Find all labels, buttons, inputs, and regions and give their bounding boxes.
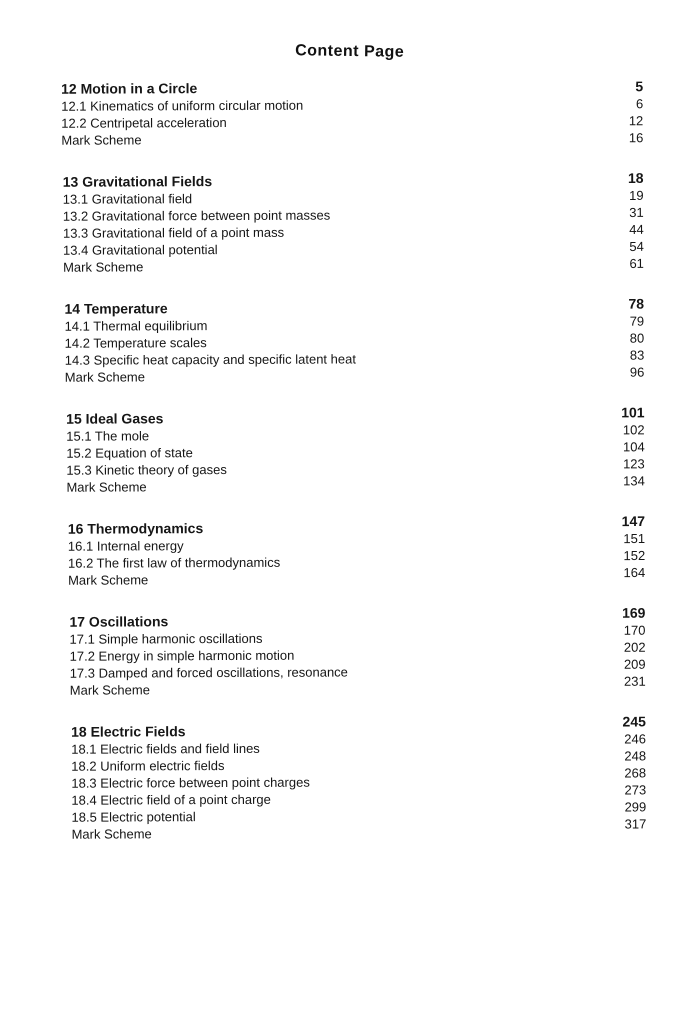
toc-entry-page-number: 54	[629, 238, 644, 254]
toc-entry-title: 18.4 Electric field of a point charge	[71, 791, 271, 808]
toc-entry-title: Mark Scheme	[68, 572, 149, 588]
toc-entry-title: 14.1 Thermal equilibrium	[64, 318, 208, 334]
toc-entry-title: 13.2 Gravitational force between point masses	[62, 207, 331, 224]
toc-entry-title: 18.5 Electric potential	[71, 809, 196, 825]
toc-entry-page-number: 299	[624, 799, 647, 815]
toc-chapter-block	[66, 404, 645, 496]
toc-entry-page-number: 164	[623, 564, 646, 581]
toc-entry-page-number: 78	[628, 295, 645, 312]
toc-entry-title: 13.1 Gravitational field	[62, 191, 193, 207]
toc-entry-title: 16 Thermodynamics	[67, 520, 204, 537]
toc-entry-page-number: 18	[627, 169, 644, 186]
toc-entry-title: 18.1 Electric fields and field lines	[71, 740, 260, 757]
toc-entry-title: 14.2 Temperature scales	[64, 335, 207, 351]
toc-entry-title: 13 Gravitational Fields	[62, 173, 213, 190]
toc-entry-page-number: 31	[629, 204, 644, 220]
toc-entry-title: 17 Oscillations	[69, 613, 169, 630]
toc-entry-title: 16.2 The first law of thermodynamics	[67, 554, 281, 571]
toc-entry-page-number: 202	[623, 639, 646, 655]
toc-entry-title: 18.3 Electric force between point charges	[71, 774, 310, 791]
toc-entry-title: 14 Temperature	[64, 300, 168, 317]
toc-entry-title: Mark Scheme	[69, 682, 150, 698]
toc-entry-page-number: 61	[629, 255, 644, 271]
toc-entry-title: 13.4 Gravitational potential	[62, 242, 218, 258]
toc-entry-page-number: 96	[629, 364, 645, 380]
toc-entry-page-number: 80	[629, 330, 645, 346]
toc-entry-title: Mark Scheme	[63, 259, 144, 275]
toc-section-row	[65, 366, 645, 386]
toc-entry-page-number: 170	[623, 622, 646, 638]
toc-entry-title: 15.3 Kinetic theory of gases	[66, 462, 227, 478]
toc-entry-title: 17.2 Energy in simple harmonic motion	[69, 647, 295, 664]
toc-entry-page-number: 101	[621, 404, 645, 421]
toc-entry-page-number: 169	[622, 604, 646, 621]
toc-entry-title: 13.3 Gravitational field of a point mass	[62, 224, 285, 241]
toc-entry-page-number: 12	[628, 113, 644, 129]
toc-entry-title: Mark Scheme	[64, 369, 146, 385]
toc-chapter-block	[61, 78, 643, 149]
toc-chapter-block	[63, 171, 644, 276]
toc-entry-page-number: 317	[624, 816, 647, 832]
toc-entry-page-number: 209	[623, 656, 646, 672]
toc-section-row	[66, 473, 645, 496]
toc-section-row	[61, 129, 643, 149]
toc-entry-page-number: 147	[621, 512, 646, 530]
toc-entry-page-number: 134	[623, 473, 645, 489]
toc-section-row	[63, 256, 644, 276]
toc-entry-page-number: 151	[623, 530, 646, 547]
toc-chapter-block	[67, 512, 646, 589]
toc-entry-page-number: 152	[623, 547, 646, 564]
toc-entry-page-number: 123	[623, 456, 645, 472]
toc-entry-page-number: 102	[622, 422, 645, 438]
toc-entry-page-number: 16	[628, 130, 644, 146]
toc-chapter-block	[64, 295, 645, 386]
toc-entry-title: 16.1 Internal energy	[67, 538, 184, 554]
toc-entry-page-number: 79	[629, 313, 645, 329]
toc-entry-title: 14.3 Specific heat capacity and specific latent heat	[64, 351, 356, 368]
toc-entry-page-number: 248	[624, 748, 647, 764]
page-title: Content Page	[295, 42, 405, 61]
toc-entry-page-number: 19	[629, 187, 644, 203]
toc-entry-page-number: 273	[624, 782, 647, 798]
table-of-contents	[0, 58, 700, 843]
toc-entry-title: 18 Electric Fields	[71, 723, 186, 740]
toc-entry-page-number: 44	[629, 221, 644, 237]
toc-entry-page-number: 245	[622, 713, 646, 730]
toc-chapter-block	[69, 604, 646, 699]
toc-entry-title: 18.2 Uniform electric fields	[71, 758, 225, 774]
toc-entry-title: 12.1 Kinematics of uniform circular motion	[61, 97, 304, 114]
toc-entry-title: Mark Scheme	[71, 826, 152, 842]
toc-entry-title: 17.1 Simple harmonic oscillations	[69, 630, 263, 647]
toc-entry-title: 17.3 Damped and forced oscillations, resonance	[69, 664, 348, 681]
toc-entry-page-number: 6	[635, 96, 644, 112]
toc-entry-title: Mark Scheme	[66, 479, 147, 495]
toc-entry-title: Mark Scheme	[61, 132, 142, 148]
toc-section-row	[69, 673, 646, 699]
toc-entry-title: 15.2 Equation of state	[66, 445, 193, 461]
toc-entry-title: 12.2 Centripetal acceleration	[61, 115, 227, 131]
toc-entry-page-number: 231	[623, 673, 646, 689]
toc-entry-page-number: 246	[624, 731, 646, 747]
toc-entry-title: 15 Ideal Gases	[66, 410, 164, 427]
toc-entry-page-number: 104	[622, 439, 645, 455]
toc-entry-title: 12 Motion in a Circle	[61, 80, 198, 97]
toc-entry-page-number: 268	[624, 765, 647, 781]
toc-entry-title: 15.1 The mole	[66, 428, 150, 444]
toc-entry-page-number: 83	[629, 347, 645, 363]
toc-chapter-block	[71, 713, 647, 843]
toc-entry-page-number: 5	[635, 78, 644, 95]
toc-section-row	[68, 564, 646, 589]
